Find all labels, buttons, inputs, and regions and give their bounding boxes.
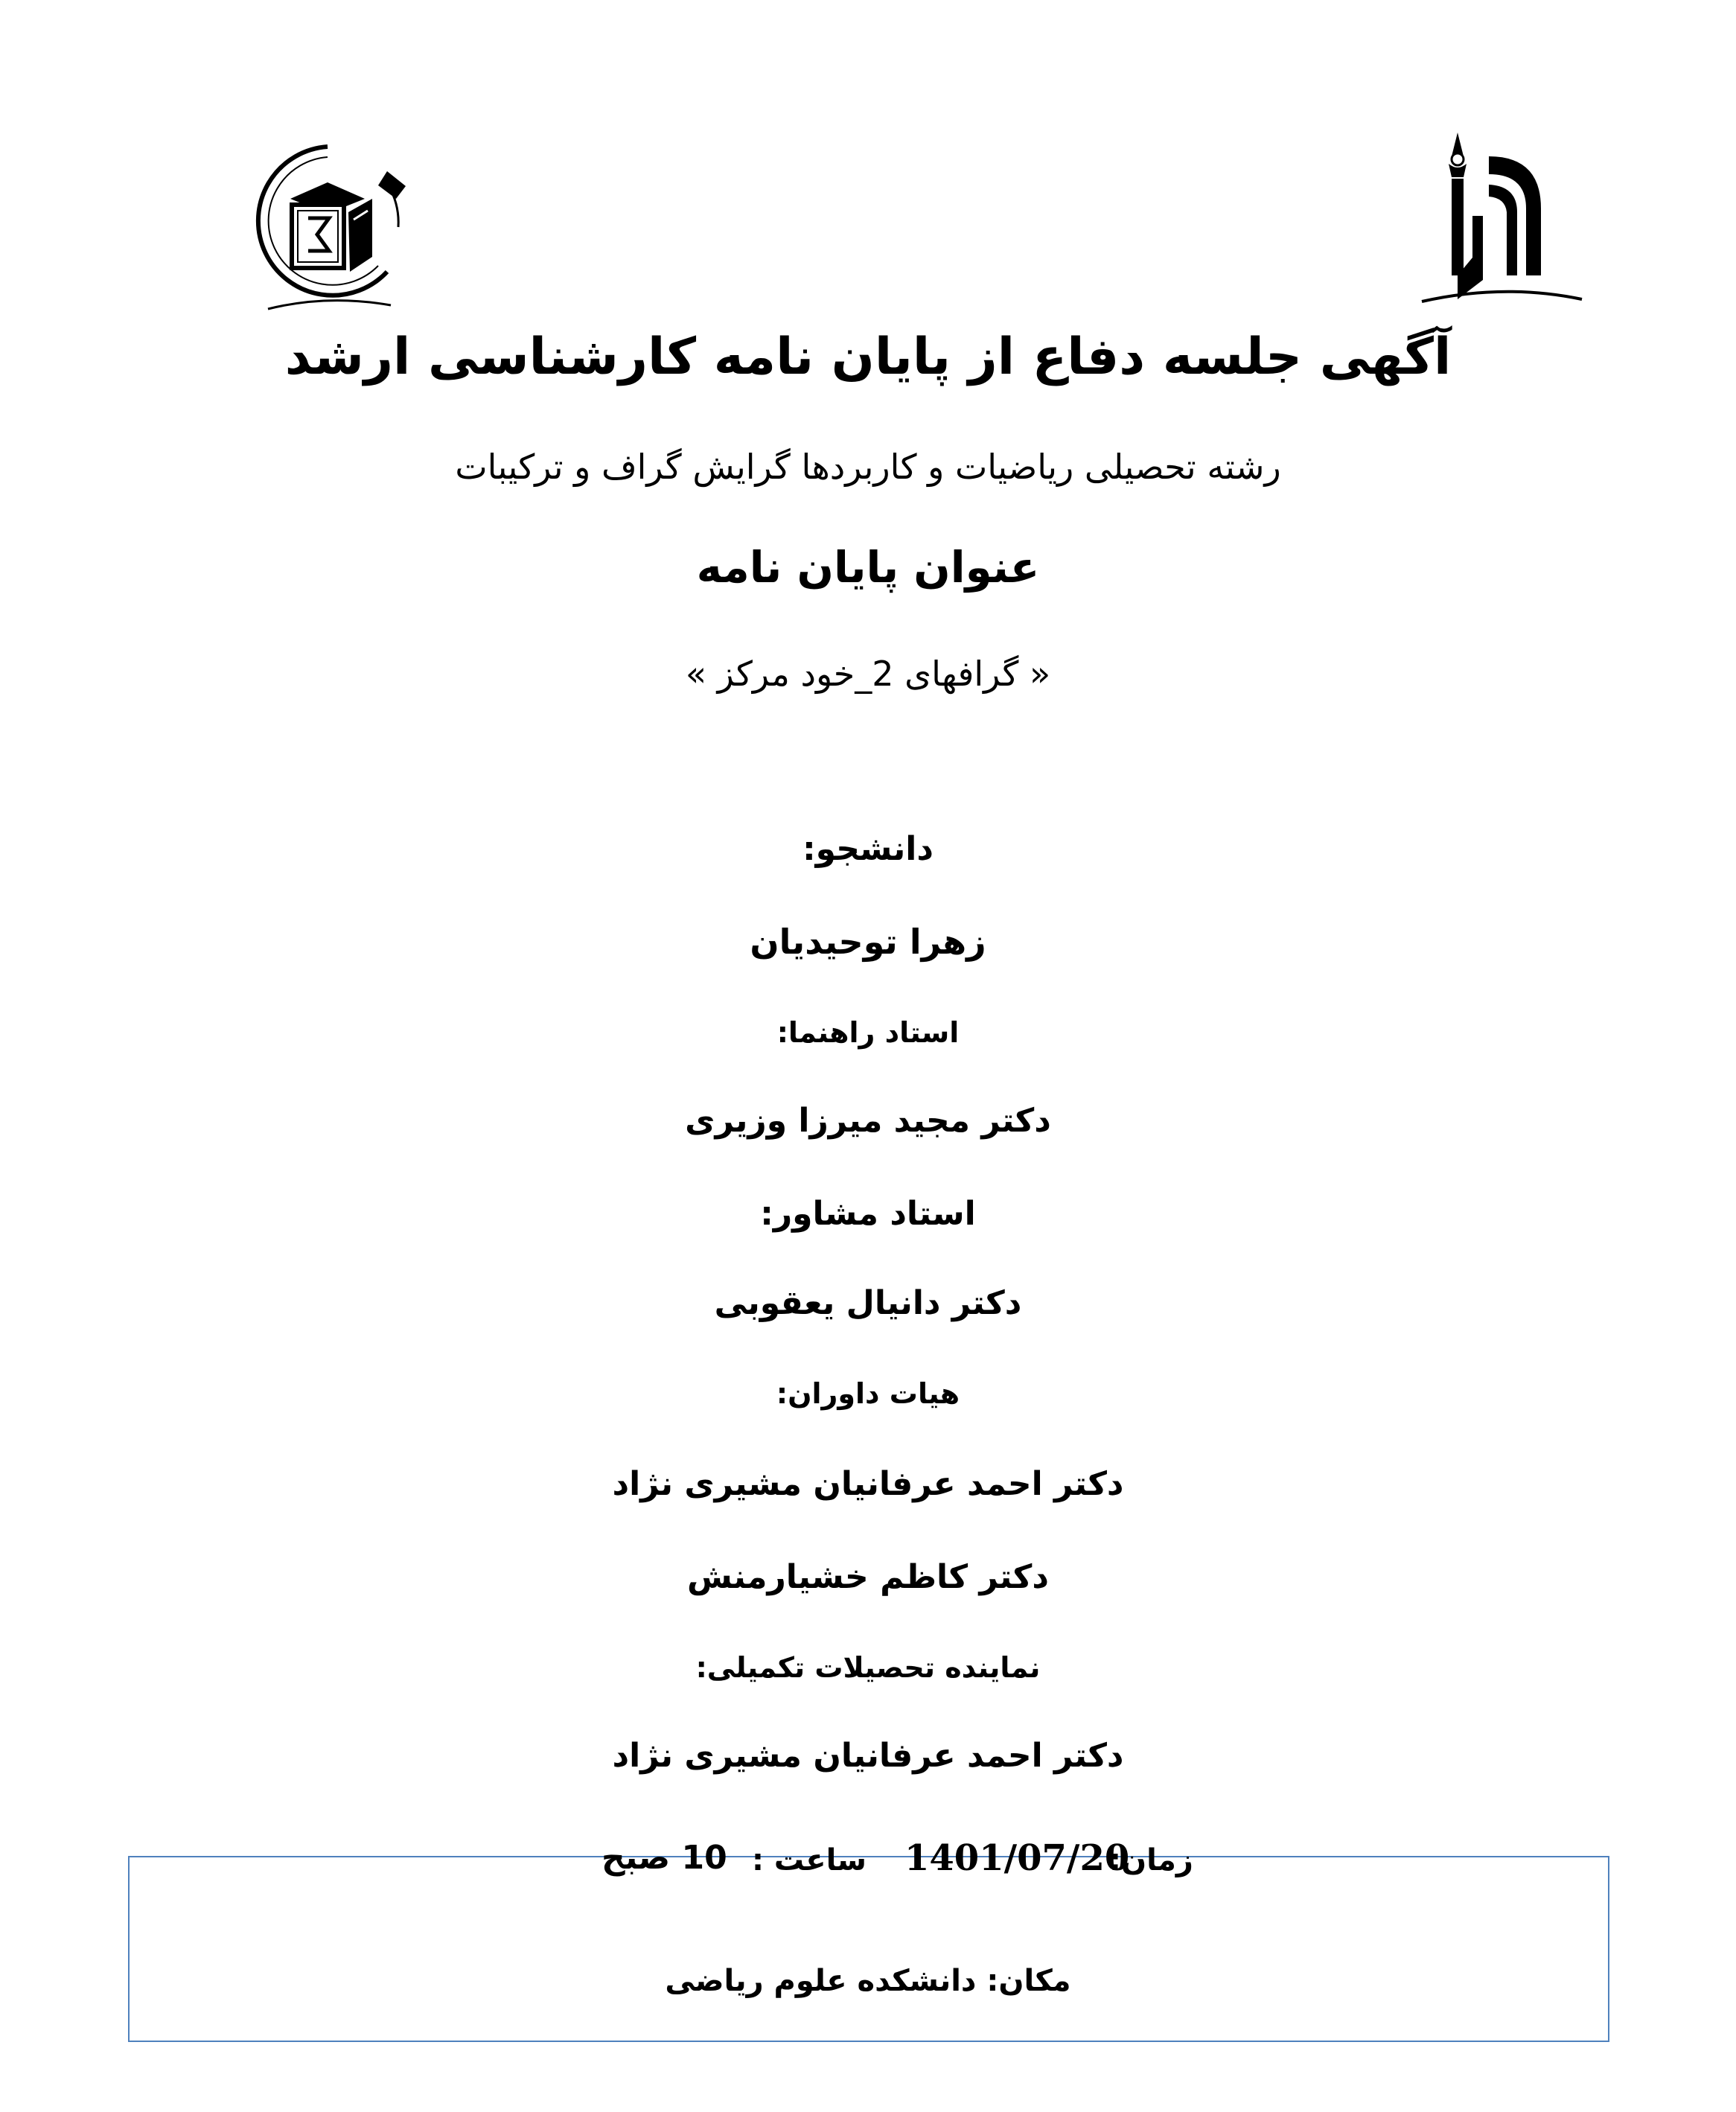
jury-member: دکتر احمد عرفانیان مشیری نژاد — [612, 1465, 1124, 1503]
hour-label: ساعت : — [752, 1843, 867, 1877]
jury-label: هیات داوران: — [776, 1377, 960, 1410]
representative-label: نماینده تحصیلات تکمیلی: — [695, 1651, 1041, 1684]
faculty-of-mathematical-sciences-logo-icon — [238, 130, 417, 331]
session-place: مکان: دانشکده علوم ریاضی — [665, 1964, 1071, 1998]
thesis-heading: عنوان پایان نامه — [696, 542, 1040, 593]
session-info-box — [128, 1856, 1609, 2042]
session-date: 1401/07/20 — [904, 1837, 1130, 1879]
faculty-logo — [238, 130, 417, 331]
announcement-title: آگهی جلسه دفاع از پایان نامه کارشناسی ارشد — [284, 328, 1452, 386]
ferdowsi-university-of-mashhad-logo-icon — [1414, 127, 1593, 320]
supervisor-name: دکتر مجید میرزا وزیری — [685, 1102, 1051, 1140]
advisor-label: استاد مشاور: — [760, 1195, 976, 1233]
representative-name: دکتر احمد عرفانیان مشیری نژاد — [612, 1737, 1124, 1775]
thesis-title: « گرافهای 2_خود مرکز » — [685, 654, 1051, 694]
student-name: زهرا توحیدیان — [750, 922, 986, 962]
session-hour: 10 صبح — [601, 1839, 727, 1877]
jury-member: دکتر کاظم خشیارمنش — [687, 1558, 1049, 1596]
student-label: دانشجو: — [802, 830, 934, 868]
advisor-name: دکتر دانیال یعقوبی — [714, 1284, 1022, 1322]
time-label: زمان: — [1109, 1843, 1193, 1877]
supervisor-label: استاد راهنما: — [776, 1016, 960, 1049]
university-logo — [1414, 127, 1593, 320]
field-of-study: رشته تحصیلی ریاضیات و کاربردها گرایش گراف و ترکیبات — [455, 447, 1281, 487]
session-time-row — [0, 1837, 1736, 1882]
